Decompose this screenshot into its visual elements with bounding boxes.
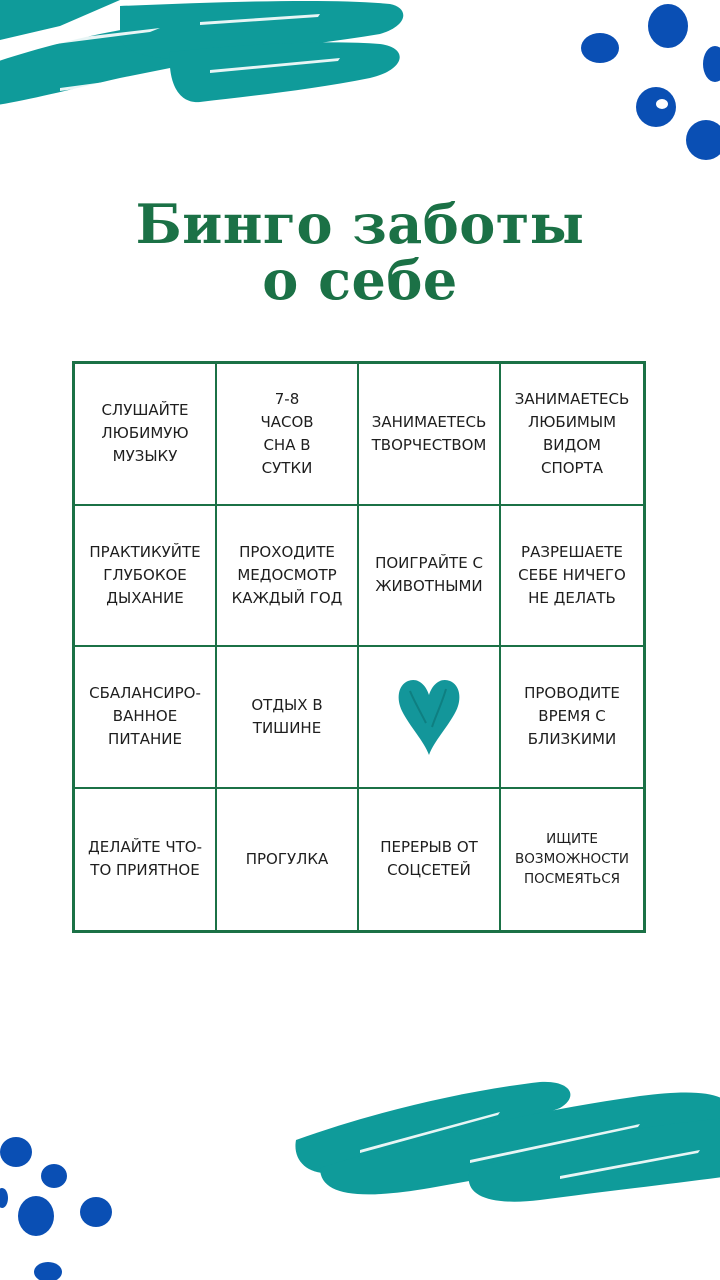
bingo-cell-deep-breathing: ПРАКТИКУЙТЕ ГЛУБОКОЕ ДЫХАНИЕ [75, 506, 217, 648]
bingo-cell-quiet-rest: ОТДЫХ В ТИШИНЕ [217, 647, 359, 789]
bingo-cell-balanced-nutrition: СБАЛАНСИРО- ВАННОЕ ПИТАНИЕ [75, 647, 217, 789]
bingo-cell-something-pleasant: ДЕЛАЙТЕ ЧТО- ТО ПРИЯТНОЕ [75, 789, 217, 931]
bottom-blue-dots [0, 1137, 112, 1280]
bingo-cell-checkup: ПРОХОДИТЕ МЕДОСМОТР КАЖДЫЙ ГОД [217, 506, 359, 648]
bingo-cell-do-nothing: РАЗРЕШАЕТЕ СЕБЕ НИЧЕГО НЕ ДЕЛАТЬ [501, 506, 643, 648]
bingo-cell-center-heart [359, 647, 501, 789]
bottom-brush-stroke [295, 1082, 720, 1202]
bingo-cell-play-with-animals: ПОИГРАЙТЕ С ЖИВОТНЫМИ [359, 506, 501, 648]
bingo-cell-creativity: ЗАНИМАЕТЕСЬ ТВОРЧЕСТВОМ [359, 364, 501, 506]
bingo-cell-sleep-hours: 7-8 ЧАСОВ СНА В СУТКИ [217, 364, 359, 506]
heart-icon [396, 677, 462, 757]
bingo-cell-walk: ПРОГУЛКА [217, 789, 359, 931]
bingo-cell-laugh: ИЩИТЕ ВОЗМОЖНОСТИ ПОСМЕЯТЬСЯ [515, 831, 629, 888]
top-blue-dots [581, 4, 720, 160]
bingo-cell-listen-music: СЛУШАЙТЕ ЛЮБИМУЮ МУЗЫКУ [75, 364, 217, 506]
bingo-cell-sport: ЗАНИМАЕТЕСЬ ЛЮБИМЫМ ВИДОМ СПОРТА [501, 364, 643, 506]
page-title-line-2: о себе [262, 248, 458, 312]
bingo-cell-social-media-break: ПЕРЕРЫВ ОТ СОЦСЕТЕЙ [359, 789, 501, 931]
bingo-cell-time-with-family: ПРОВОДИТЕ ВРЕМЯ С БЛИЗКИМИ [501, 647, 643, 789]
bingo-grid [72, 361, 646, 933]
page-title [0, 192, 720, 312]
page-title-line-1: Бинго заботы [135, 192, 585, 256]
